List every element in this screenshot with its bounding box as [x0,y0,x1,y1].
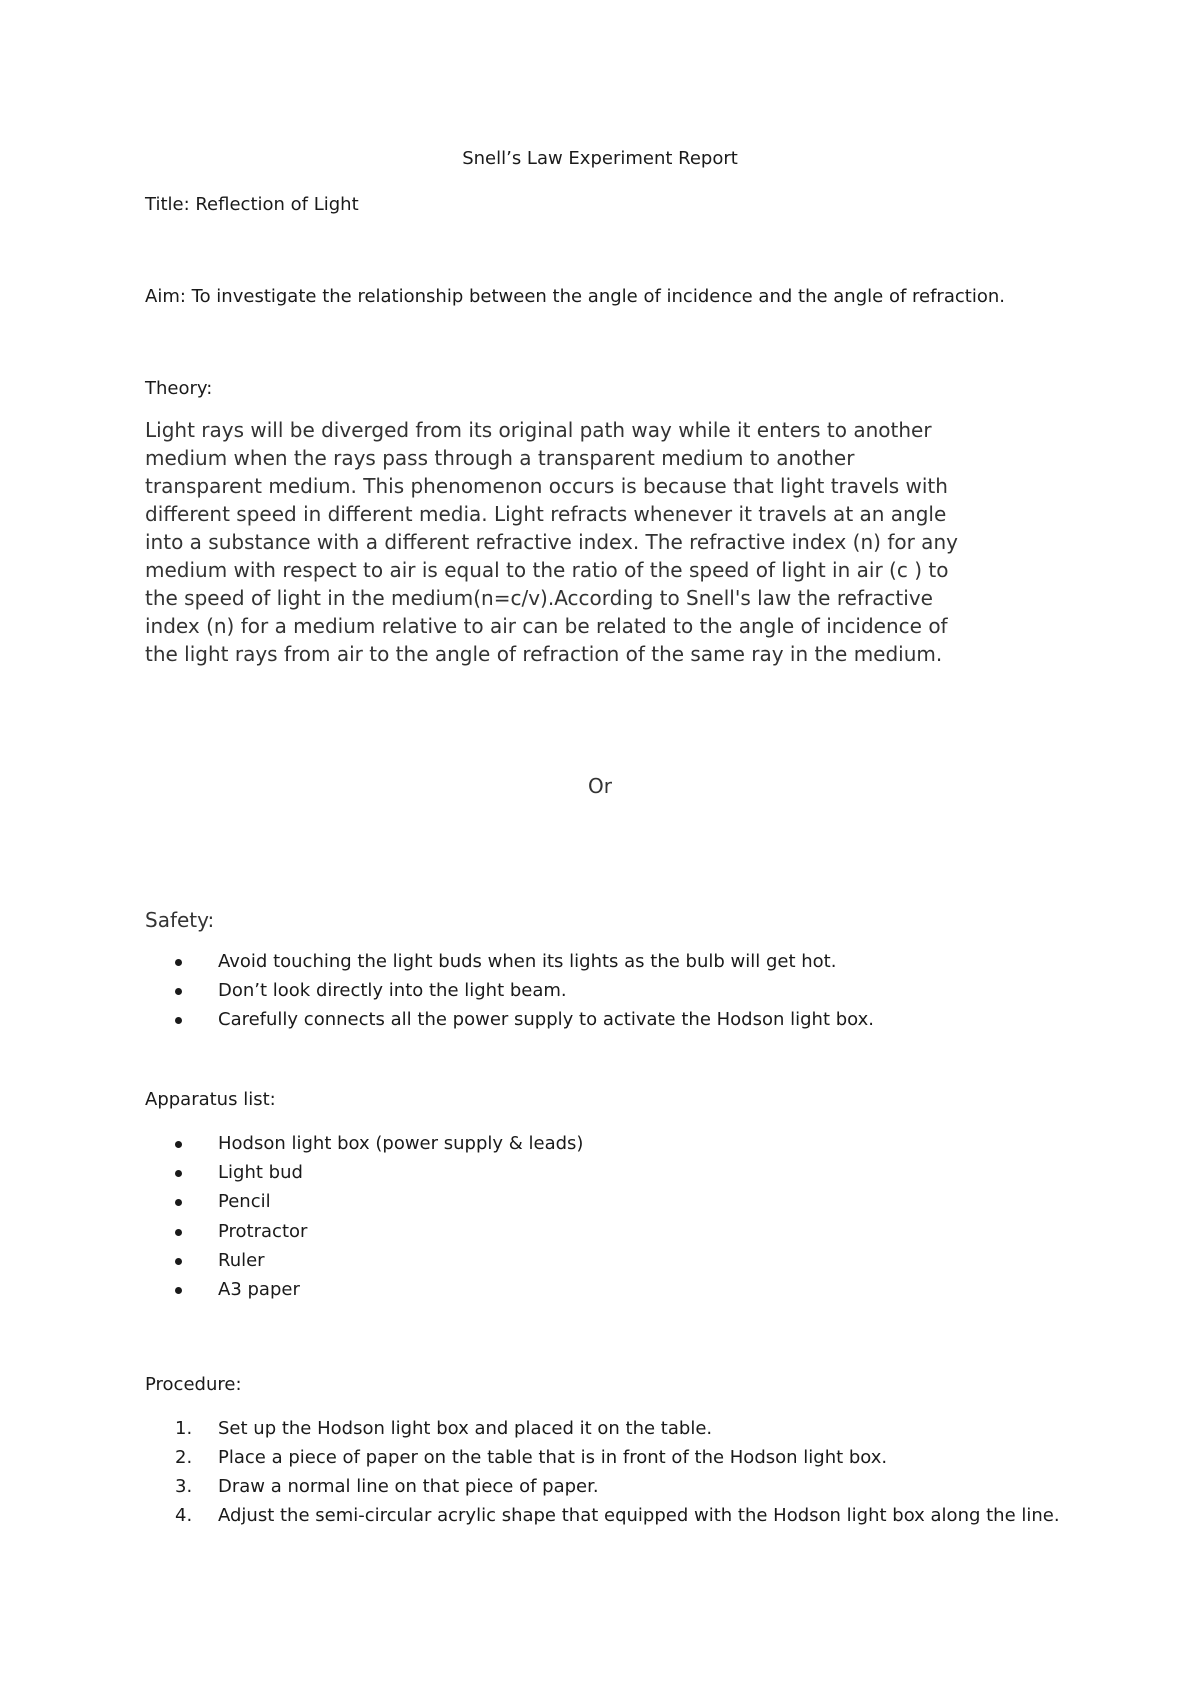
procedure-list [145,1418,1145,1528]
safety-list [145,951,1145,1041]
bullet-icon [175,1170,182,1177]
theory-line: the light rays from air to the angle of refraction of the same ray in the medium. [145,642,943,666]
bullet-icon [175,1141,182,1148]
document-title: Snell’s Law Experiment Report [462,148,738,169]
bullet-icon [175,1287,182,1294]
safety-item: Carefully connects all the power supply to activate the Hodson light box. [218,1009,874,1030]
procedure-step: Place a piece of paper on the table that is in front of the Hodson light box. [218,1447,888,1468]
safety-item: Avoid touching the light buds when its lights as the bulb will get hot. [218,951,837,972]
safety-heading: Safety: [145,908,215,932]
bullet-icon [175,959,182,966]
aim-line: Aim: To investigate the relationship between the angle of incidence and the angle of refraction. [145,286,1005,307]
theory-line: the speed of light in the medium(n=c/v).According to Snell's law the refractive [145,586,933,610]
theory-paragraph [145,416,1075,668]
theory-line: Light rays will be diverged from its original path way while it enters to another [145,418,932,442]
apparatus-item: Ruler [218,1250,265,1271]
apparatus-list [145,1133,1145,1313]
bullet-icon [175,1017,182,1024]
theory-line: different speed in different media. Light refracts whenever it travels at an angle [145,502,947,526]
procedure-step: Adjust the semi-circular acrylic shape that equipped with the Hodson light box along the line. [218,1505,1060,1526]
or-separator: Or [588,774,612,798]
theory-heading: Theory: [145,378,213,399]
step-number: 2. [175,1447,193,1468]
apparatus-item: Protractor [218,1221,308,1242]
theory-line: index (n) for a medium relative to air can be related to the angle of incidence of [145,614,948,638]
bullet-icon [175,1199,182,1206]
procedure-heading: Procedure: [145,1374,242,1395]
theory-line: medium when the rays pass through a transparent medium to another [145,446,855,470]
procedure-step: Draw a normal line on that piece of paper. [218,1476,599,1497]
apparatus-item: Pencil [218,1191,271,1212]
theory-line: into a substance with a different refractive index. The refractive index (n) for any [145,530,958,554]
apparatus-heading: Apparatus list: [145,1089,276,1110]
bullet-icon [175,988,182,995]
apparatus-item: A3 paper [218,1279,300,1300]
step-number: 1. [175,1418,193,1439]
safety-item: Don’t look directly into the light beam. [218,980,567,1001]
apparatus-item: Light bud [218,1162,303,1183]
bullet-icon [175,1229,182,1236]
bullet-icon [175,1258,182,1265]
apparatus-item: Hodson light box (power supply & leads) [218,1133,584,1154]
step-number: 4. [175,1505,193,1526]
step-number: 3. [175,1476,193,1497]
theory-line: medium with respect to air is equal to the ratio of the speed of light in air (c ) to [145,558,949,582]
theory-line: transparent medium. This phenomenon occurs is because that light travels with [145,474,948,498]
title-line: Title: Reflection of Light [145,194,359,215]
procedure-step: Set up the Hodson light box and placed it on the table. [218,1418,713,1439]
